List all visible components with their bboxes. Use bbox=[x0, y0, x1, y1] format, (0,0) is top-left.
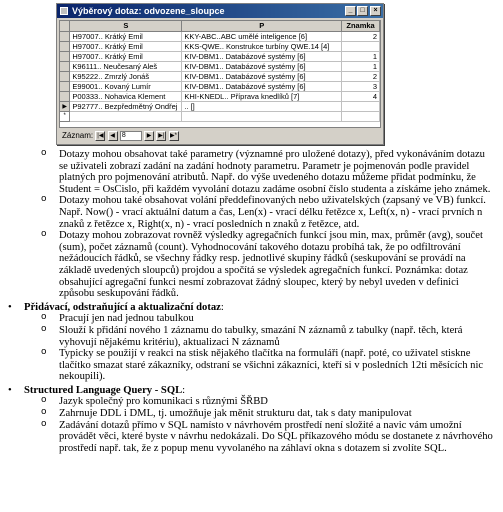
row-selector[interactable] bbox=[60, 41, 70, 51]
cell-s[interactable]: E99001.. Kovaný Lumír bbox=[70, 81, 182, 91]
list-item bbox=[0, 325, 503, 348]
row-selector[interactable] bbox=[60, 61, 70, 71]
query-window bbox=[56, 3, 384, 145]
last-record-button[interactable]: ▶| bbox=[158, 132, 165, 139]
cell-s[interactable]: P00333.. Nohavica Klement bbox=[70, 91, 182, 101]
cell-s[interactable]: P92777.. Bezpředmětný Ondřej bbox=[70, 101, 182, 111]
column-header-znamka[interactable]: Znamka bbox=[342, 21, 380, 31]
cell-znamka[interactable] bbox=[342, 101, 380, 111]
cell-p[interactable]: KHI-KNEDL.. Příprava knedlíků [7] bbox=[182, 91, 342, 101]
record-label: Záznam: bbox=[62, 131, 94, 140]
bullet-circle-icon: o bbox=[41, 418, 47, 429]
cell-s[interactable]: H97007.. Krátký Emil bbox=[70, 31, 182, 41]
cell-p[interactable]: KIV-DBM1.. Databázové systémy [6] bbox=[182, 71, 342, 81]
bullet-circle-icon: o bbox=[41, 194, 47, 205]
cell-znamka[interactable] bbox=[342, 111, 380, 121]
row-selector-current[interactable]: ▶ bbox=[60, 101, 70, 111]
document-body bbox=[0, 149, 503, 454]
section-heading bbox=[0, 385, 503, 397]
table-row[interactable] bbox=[60, 101, 380, 111]
bullet-circle-icon: o bbox=[41, 229, 47, 240]
bullet-circle-icon: o bbox=[41, 347, 47, 358]
cell-znamka[interactable]: 1 bbox=[342, 61, 380, 71]
window-titlebar[interactable] bbox=[57, 4, 383, 18]
cell-s[interactable]: H97007.. Krátký Emil bbox=[70, 41, 182, 51]
column-header-p[interactable]: P bbox=[182, 21, 342, 31]
table-row[interactable] bbox=[60, 31, 380, 41]
bullet-circle-icon: o bbox=[41, 323, 47, 334]
list-item-text: Slouží k přidání nového 1 záznamu do tabulky, smazání N záznamů z tabulky (např. těch, která vyhovují nějakému kritériu), aktualizaci N záznamů bbox=[59, 324, 463, 348]
bullet-dot-icon: • bbox=[8, 301, 12, 313]
datasheet-grid[interactable] bbox=[59, 20, 381, 128]
cell-znamka[interactable]: 2 bbox=[342, 31, 380, 41]
row-selector[interactable] bbox=[60, 51, 70, 61]
cell-p[interactable]: KIV-DBM1.. Databázové systémy [6] bbox=[182, 61, 342, 71]
table-row[interactable] bbox=[60, 51, 380, 61]
section-heading bbox=[0, 302, 503, 314]
list-item bbox=[0, 195, 503, 230]
list-item bbox=[0, 396, 503, 408]
cell-znamka[interactable] bbox=[342, 41, 380, 51]
list-item bbox=[0, 149, 503, 195]
bullet-circle-icon: o bbox=[41, 407, 47, 418]
list-item-text: Zadávání dotazů přímo v SQL namísto v návrhovém prostředí není složité a navic vám umožní provádět věci, které byste v návrhu nedokázali. Do SQL příkazového módu se dostanete z návrhového prostředí např. tak, že z popup menu vyvolaného na záhlaví okna s dotazem si zvolíte SQL. bbox=[59, 419, 493, 454]
section-title: Přidávací, odstraňující a aktualizační dotaz bbox=[24, 301, 221, 313]
previous-record-button[interactable]: ◀ bbox=[108, 131, 118, 141]
bullet-circle-icon: o bbox=[41, 148, 47, 158]
row-selector[interactable] bbox=[60, 71, 70, 81]
cell-znamka[interactable]: 3 bbox=[342, 81, 380, 91]
record-number-field[interactable]: 8 bbox=[120, 131, 142, 141]
list-item bbox=[0, 313, 503, 325]
cell-p[interactable]: KIV-DBM1.. Databázové systémy [6] bbox=[182, 51, 342, 61]
aggregates-text: Dotazy mohou zobrazovat rovněž výsledky agregačních funkcí jsou min, max, průměr (avg), součet (sum), počet záznamů (count). Vyhodnocování takového dotazu probíhá tak, že po odfiltrování nežádoucích řádků, se všechny řádky resp. jednotlivé skupiny řádků (seskupování se provádí na základě uvedených sloupců) projdou a spočítá se výsledek agregačních funkcí. Poznámka: dotaz obsahující agregační funkci nesmí zobrazovat žádný sloupec, který by nebyl uveden v definici způsobu seskupování řádků. bbox=[59, 230, 483, 300]
new-record-button[interactable]: ▶* bbox=[170, 132, 177, 139]
table-row[interactable] bbox=[60, 81, 380, 91]
table-row[interactable] bbox=[60, 61, 380, 71]
list-item-text: Zahrnuje DDL i DML, tj. umožňuje jak měnit strukturu dat, tak s daty manipulovat bbox=[59, 408, 412, 420]
row-selector[interactable] bbox=[60, 91, 70, 101]
query-icon bbox=[60, 7, 68, 15]
cell-s[interactable]: H97007.. Krátký Emil bbox=[70, 51, 182, 61]
list-item bbox=[0, 408, 503, 420]
row-selector[interactable] bbox=[60, 81, 70, 91]
functions-text: Dotazy mohou také obsahovat volání předdefinovaných nebo uživatelských (zapsaný ve VB) funkcí. Např. Now() - vrací aktuální datum a čas, Len(x) - vrací délku řetězce x, Left(x, n) - vrací prvních n znaků z řetězce x, Right(x, n) - vrací posledních n znaků z řetězce, atd. bbox=[59, 195, 486, 230]
close-button[interactable]: × bbox=[370, 6, 381, 16]
table-row[interactable] bbox=[60, 71, 380, 81]
table-row[interactable] bbox=[60, 41, 380, 51]
minimize-button[interactable]: _ bbox=[345, 6, 356, 16]
table-row[interactable] bbox=[60, 91, 380, 101]
bullet-circle-icon: o bbox=[41, 312, 47, 323]
record-navigation-bar bbox=[59, 129, 381, 142]
cell-znamka[interactable]: 1 bbox=[342, 51, 380, 61]
list-item-text: Typicky se použijí v reakci na stisk nějakého tlačítka na formuláři (např. poté, co uživatel stiskne tlačítko smazat staré zákazníky, odstraní se všichni zákazníci, kteří si v posledních 12ti měsících nic nekoupili). bbox=[59, 348, 484, 383]
bullet-circle-icon: o bbox=[41, 395, 47, 406]
cell-p[interactable] bbox=[182, 111, 342, 121]
new-record-icon: * bbox=[60, 111, 70, 121]
bullet-dot-icon: • bbox=[8, 384, 12, 396]
row-selector[interactable] bbox=[60, 31, 70, 41]
new-record-row[interactable] bbox=[60, 111, 380, 121]
header-row bbox=[60, 21, 380, 31]
list-item-text: Pracují jen nad jednou tabulkou bbox=[59, 313, 194, 325]
cell-p[interactable]: KKY-ABC..ABC umělé inteligence [6] bbox=[182, 31, 342, 41]
row-selector-header[interactable] bbox=[60, 21, 70, 31]
cell-p[interactable]: KKS-QWE.. Konstrukce turbíny QWE.14 [4] bbox=[182, 41, 342, 51]
list-item-text: Jazyk společný pro komunikaci s různými ŠŘBD bbox=[59, 396, 268, 408]
first-record-button[interactable]: |◀ bbox=[97, 132, 104, 139]
list-item bbox=[0, 348, 503, 383]
cell-s[interactable]: K95222.. Zmrzlý Jonáš bbox=[70, 71, 182, 81]
cell-znamka[interactable]: 4 bbox=[342, 91, 380, 101]
maximize-button[interactable]: □ bbox=[357, 6, 368, 16]
window-title: Výběrový dotaz: odvozene_sloupce bbox=[72, 6, 225, 16]
cell-p[interactable]: KIV-DBM1.. Databázové systémy [6] bbox=[182, 81, 342, 91]
section-colon: : bbox=[182, 384, 186, 396]
section-colon: : bbox=[220, 301, 224, 313]
cell-s[interactable] bbox=[70, 111, 182, 121]
column-header-s[interactable]: S bbox=[70, 21, 182, 31]
next-record-button[interactable]: ▶ bbox=[144, 131, 154, 141]
cell-znamka[interactable]: 2 bbox=[342, 71, 380, 81]
cell-s[interactable]: K96111.. Neučesaný Aleš bbox=[70, 61, 182, 71]
list-item bbox=[0, 230, 503, 300]
params-text: Dotazy mohou obsahovat také parametry (významné pro uložené dotazy), před vykonáváním dotazu se uživateli zobrazí zadání na zadání hodnoty parametru. Parametr je pojmenován podle pravidel platných pro pojmenování atributů. Např. do výše uvedeného dotazu můžeme přidat podmínku, že Student = OsCislo, při každém vyvolání dotazu zadáme osobní číslo studenta a získáme jeho známek. bbox=[59, 149, 491, 195]
section-title: Structured Language Query - SQL bbox=[24, 384, 183, 396]
cell-p[interactable]: .. [] bbox=[182, 101, 342, 111]
list-item bbox=[0, 420, 503, 455]
